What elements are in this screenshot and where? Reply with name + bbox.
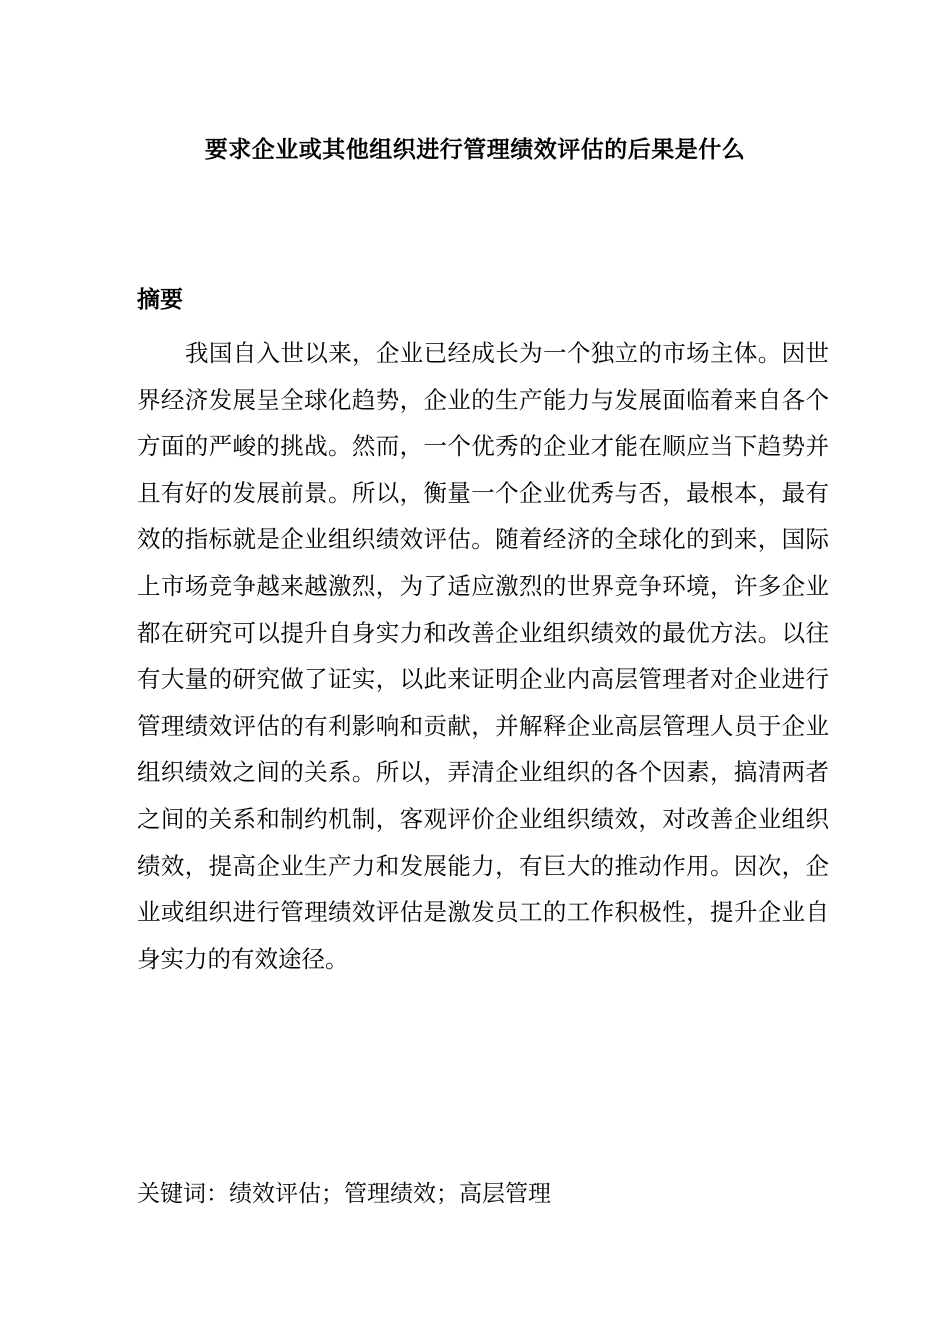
keywords-line: 关键词：绩效评估；管理绩效；高层管理: [137, 1181, 551, 1207]
abstract-paragraph: 我国自入世以来，企业已经成长为一个独立的市场主体。因世界经济发展呈全球化趋势，企业的生产能力与发展面临着来自各个方面的严峻的挑战。然而，一个优秀的企业才能在顺应当下趋势并且有好的发展前景。所以，衡量一个企业优秀与否，最根本，最有效的指标就是企业组织绩效评估。随着经济的全球化的到来，国际上市场竞争越来越激烈，为了适应激烈的世界竞争环境，许多企业都在研究可以提升自身实力和改善企业组织绩效的最优方法。以往有大量的研究做了证实，以此来证明企业内高层管理者对企业进行管理绩效评估的有利影响和贡献，并解释企业高层管理人员于企业组织绩效之间的关系。所以，弄清企业组织的各个因素，搞清两者之间的关系和制约机制，客观评价企业组织绩效，对改善企业组织绩效，提高企业生产力和发展能力，有巨大的推动作用。因次，企业或组织进行管理绩效评估是激发员工的工作积极性，提升企业自身实力的有效途径。: [137, 339, 829, 973]
abstract-heading: 摘要: [137, 286, 183, 313]
document-title: 要求企业或其他组织进行管理绩效评估的后果是什么: [204, 136, 746, 163]
